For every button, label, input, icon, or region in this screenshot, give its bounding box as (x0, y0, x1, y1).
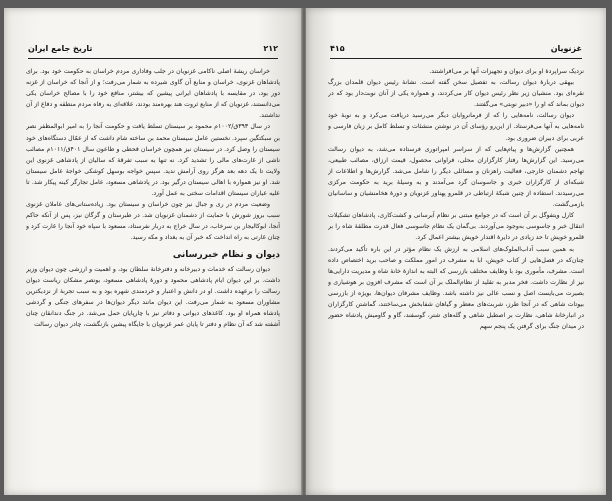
paragraph: به همین سبب آداب‌الملوک‌های اسلامی به ارزش یک نظام مؤثر در این باره تأکید می‌کردند. چنان‌که در فصل‌هایی از کتاب خویش، ابا به مشرف در امور مملکت و صاحب برید اختصاص داده است. مشرف، مأموری بود با وظایف مختلف بازرسی که البته به اندازهٔ خانهٔ شاه و مدیریت دارایی‌ها نیز از نظارت داشت. فخر مدبر به تقلید از نظام‌الملک بر آن است که مشرف افزون بر هوشیاری و بصیرت می‌بایست اصل و نسب عالی نیز داشته باشد. وظایف مشرفان دیوان‌ها، بویژه از بازرسی بیوتات شاهی که در آنجا طرز، شربت‌های معطر و گیاهان شفابخش می‌ساختند، گماشتن کارگزاران در انبارخانهٔ شاهی، نظارت بر اصطبل شاهی و گله‌های شتر، گوسفند، گاو و گاومیش پادشاه حضور در میدان جنگ برای گرفتن یک پنجم سهم (328, 245, 584, 331)
right-page-header (330, 44, 582, 59)
paragraph: نزدیک سراپردهٔ او برای دیوان و تجهیزات آنها بر می‌افراشتند. (429, 68, 584, 75)
paragraph: وضعیت مردم در ری و جبال نیز چون خراسان و سیستان بود. زیاده‌ستانی‌های عاملان غزنوی سبب بروز شورش با حمایت از دشمنان غزنویان شد. در طبرستان و گرگان نیز، پس از آنکه حاکم آنجا، ابوکالیجار بن سرخاب، در سال خراج به دربار نفرستاد، مسعود با سپاه خود آنجا را غارت کرد و چنان غارتی به راه انداخت که خبر آن به بغداد و مکه رسید. (26, 201, 280, 242)
page-number: ۴۱۵ (330, 44, 345, 53)
paragraph: خراسان ریشهٔ اصلی ناکامی غزنویان در جلب وفاداری مردم خراسان به حکومت خود بود. برای پادشاهان غزنوی، خراسان و منابع آن گاوی شیرده به شمار می‌رفت؛ و از آنجا که خراسان از غزنه دور بود، در مقایسه با پادشاهان ایرانی پیشین که بیشتر، منافع خود را با مصالح خراسان یکی می‌دانستند، غزنویان که از منابع ثروت هند بهره‌مند بودند، علاقه‌ای به رفاه مردم منطقه و دفاع از آن نداشتند. (26, 68, 280, 120)
page-number: ۲۱۲ (263, 44, 278, 53)
section-heading: دیوان و نظام خبررسانی (172, 249, 280, 260)
right-page (306, 8, 606, 495)
paragraph: بیهقی دربارهٔ دیوان رسالت، به تفصیل سخن گفته است. نشانهٔ رئیس دیوان قلمدان بزرگ نقره‌ای بود. منشیان زیر نظر رئیس دیوان کار می‌کردند، و همواره یکی از آنان نوبت‌دار بود که در دیوان بماند که او را «دبیر نوبتی» می‌گفتند. (328, 79, 584, 109)
paragraph: دیوان رسالت که خدمات و دبیرخانه و دفترخانهٔ سلطان بود، و اهمیت و ارزشی چون دیوان وزیر داشت. بر این دیوان ایام پادشاهی محمود و دورهٔ پادشاهی مسعود، بونصر مشکان ریاست دیوان رسالت را برعهده داشت. او در دانش و اعتبار و خردمندی شهره بود و به سبب تجربهٔ از نزدیکترین مشاوران مسعود به شمار می‌رفت. این دیوان مانند دیگر دیوان‌ها در سفرهای جنگی و گردشی پادشاه همراه او بود. کاغذهای دیوانی و دفاتر نیز با چارپایان حمل می‌شد. در جنگ دندانقان چنان آشفته شد که آن نظام و دفتر تا پایان عمر غزنویان با جایگاه پیشین بازنگشت، چادر دیوان رسالت (26, 265, 280, 328)
paragraph: در سال ۳۹۳ق/۱۰۰۲م محمود بر سیستان تسلط یافت و حکومت آنجا را به امیر ابوالمظفر نصر بن سبکتگین سپرد. نخستین عامل سیستان محمد بن ساخته شام داشت که از عمّال دستگاه‌های خود سیستان را وصل کرد. در سیستان نیز همچون خراسان قحطی و طاعون سال ۴۰۱ق/۱۰۱۱م مصائب ناشی از غارت‌های مالی را تشدید کرد. نه تنها به سبب تفرقهٔ که سالیان از پادشاهی غزنوی این ولایت تا یک دهه بعد هرگز روی آرامش ندید. سپس خواجه بوسهل کوشکی خواجهٔ عامل سیستان شد. او نیز همواره با اهالی سیستان درگیر بود. در پادشاهی مسعود، عامل تجارگر کینه پیکار شد. تا علیه عیاران سیستان اقدامات سختی به عمل آورد. (26, 123, 280, 198)
paragraph: همچنین گزارش‌ها و پیام‌هایی که از سراسر امپراتوری فرستاده می‌شد، به دیوان رسالت می‌رسید. این گزارش‌ها رفتار کارگزاران محلی، فراوانی محصول، قیمت ارزاق، مصائب طبیعی، تهاجم دشمنان خارجی، فعالیت راهزنان و مسائلی دیگر را شامل می‌شد. گزارش‌ها و اطلاعات از شبکه‌ای از کارگزاران خبری و جاسوسان گرد می‌آمدند و به وسیلهٔ برید به حکومت مرکزی می‌رسیدند. استفاده از چنین شبکهٔ ارتباطی در قلمرو پهناور غزنویان و دورهٔ هخامنشیان و ساسانیان بازمی‌گشت. (328, 145, 584, 209)
running-title: تاریخ جامع ایران (28, 44, 93, 53)
left-page (4, 8, 302, 495)
paragraph: کارل ویتفوگل بر آن است که در جوامع مبتنی بر نظام آبرسانی و کشت‌کاری، پادشاهان تشکیلات انتقال خبر و جاسوسی به‌وجود می‌آوردند. بی‌گمان یک نظام جاسوسی فعال قدرت مطلقهٔ شاه را بر قلمرو خویش تا حد زیادی در دایرهٔ اقتدار خویش بیشتر اعمال کرد. (328, 212, 584, 242)
running-title: غزنویان (550, 44, 582, 53)
left-page-body (26, 66, 280, 481)
right-page-body (328, 66, 584, 481)
left-page-header (28, 44, 278, 59)
paragraph: دیوان رسالت، نامه‌هایی را که از فرمانروایان دیگر می‌رسید دریافت می‌کرد و به نوبهٔ خود نامه‌هایی به آنها می‌فرستاد. از این‌رو رؤسای آن در نوشتن منشئات و تسلط کامل بر زبان فارسی و عربی برای دبیران ضروری بود. (328, 112, 584, 142)
